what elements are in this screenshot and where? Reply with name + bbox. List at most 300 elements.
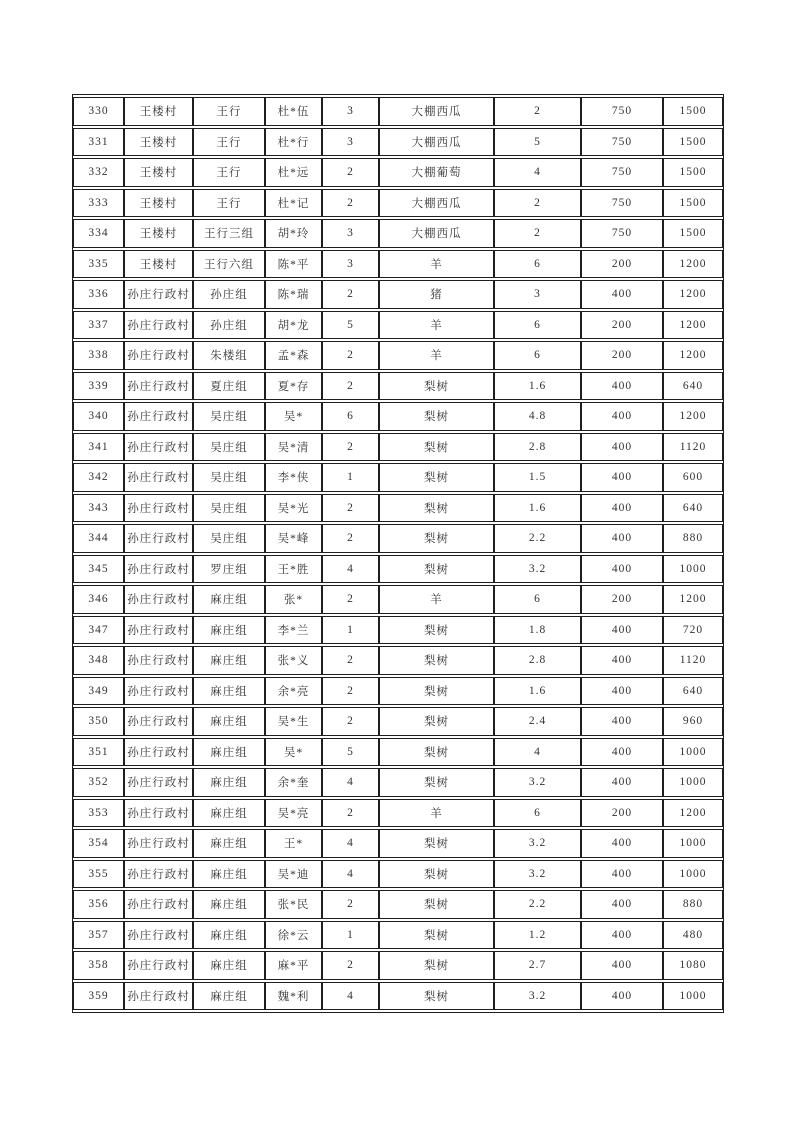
cell-unit-price: 400 (581, 463, 663, 492)
cell-group: 吴庄组 (193, 524, 265, 553)
cell-project: 梨树 (379, 890, 494, 919)
cell-village: 孙庄行政村 (124, 555, 193, 584)
cell-village: 孙庄行政村 (124, 433, 193, 462)
cell-village: 孙庄行政村 (124, 616, 193, 645)
cell-serial-no: 353 (73, 799, 124, 828)
table-row (73, 311, 723, 340)
cell-name: 王*胜 (265, 555, 322, 584)
cell-project: 羊 (379, 250, 494, 279)
cell-serial-no: 335 (73, 250, 124, 279)
cell-serial-no: 340 (73, 402, 124, 431)
cell-serial-no: 333 (73, 189, 124, 218)
cell-quantity: 2.4 (494, 707, 581, 736)
cell-group: 麻庄组 (193, 890, 265, 919)
subsidy-table (72, 94, 724, 1013)
cell-serial-no: 338 (73, 341, 124, 370)
cell-group: 麻庄组 (193, 921, 265, 950)
cell-village: 孙庄行政村 (124, 860, 193, 889)
cell-household-size: 2 (322, 189, 379, 218)
cell-village: 孙庄行政村 (124, 585, 193, 614)
table-row (73, 97, 723, 126)
cell-name: 杜*行 (265, 128, 322, 157)
cell-project: 梨树 (379, 524, 494, 553)
cell-group: 吴庄组 (193, 463, 265, 492)
cell-group: 麻庄组 (193, 585, 265, 614)
table-row (73, 677, 723, 706)
cell-unit-price: 200 (581, 250, 663, 279)
table-row (73, 250, 723, 279)
cell-name: 徐*云 (265, 921, 322, 950)
cell-serial-no: 334 (73, 219, 124, 248)
cell-village: 孙庄行政村 (124, 494, 193, 523)
cell-serial-no: 355 (73, 860, 124, 889)
cell-group: 麻庄组 (193, 738, 265, 767)
cell-name: 吴*生 (265, 707, 322, 736)
cell-quantity: 2.2 (494, 890, 581, 919)
cell-name: 张*民 (265, 890, 322, 919)
cell-project: 梨树 (379, 707, 494, 736)
table-row (73, 463, 723, 492)
cell-quantity: 4.8 (494, 402, 581, 431)
cell-name: 孟*森 (265, 341, 322, 370)
cell-serial-no: 336 (73, 280, 124, 309)
table-row (73, 646, 723, 675)
cell-unit-price: 400 (581, 738, 663, 767)
table-body (73, 97, 723, 1010)
cell-group: 麻庄组 (193, 768, 265, 797)
cell-group: 孙庄组 (193, 311, 265, 340)
cell-village: 孙庄行政村 (124, 524, 193, 553)
cell-serial-no: 354 (73, 829, 124, 858)
cell-amount: 600 (663, 463, 723, 492)
cell-household-size: 3 (322, 250, 379, 279)
cell-name: 陈*瑞 (265, 280, 322, 309)
cell-group: 麻庄组 (193, 646, 265, 675)
cell-name: 吴*峰 (265, 524, 322, 553)
cell-name: 陈*平 (265, 250, 322, 279)
table-row (73, 890, 723, 919)
cell-village: 孙庄行政村 (124, 738, 193, 767)
cell-project: 羊 (379, 311, 494, 340)
cell-village: 孙庄行政村 (124, 402, 193, 431)
cell-quantity: 4 (494, 738, 581, 767)
cell-serial-no: 352 (73, 768, 124, 797)
cell-village: 孙庄行政村 (124, 982, 193, 1011)
cell-project: 梨树 (379, 646, 494, 675)
cell-serial-no: 342 (73, 463, 124, 492)
cell-village: 孙庄行政村 (124, 311, 193, 340)
cell-quantity: 6 (494, 341, 581, 370)
table-row (73, 555, 723, 584)
cell-project: 大棚西瓜 (379, 219, 494, 248)
cell-quantity: 6 (494, 585, 581, 614)
table-row (73, 158, 723, 187)
cell-unit-price: 750 (581, 158, 663, 187)
cell-quantity: 2.8 (494, 646, 581, 675)
cell-household-size: 1 (322, 616, 379, 645)
cell-project: 梨树 (379, 463, 494, 492)
cell-unit-price: 200 (581, 799, 663, 828)
cell-serial-no: 346 (73, 585, 124, 614)
cell-amount: 880 (663, 524, 723, 553)
table-row (73, 280, 723, 309)
cell-quantity: 2.8 (494, 433, 581, 462)
cell-quantity: 2 (494, 97, 581, 126)
cell-unit-price: 400 (581, 616, 663, 645)
cell-project: 梨树 (379, 402, 494, 431)
cell-village: 孙庄行政村 (124, 829, 193, 858)
table-row (73, 219, 723, 248)
cell-amount: 1200 (663, 250, 723, 279)
cell-quantity: 3 (494, 280, 581, 309)
cell-village: 孙庄行政村 (124, 280, 193, 309)
cell-unit-price: 400 (581, 280, 663, 309)
cell-village: 王楼村 (124, 158, 193, 187)
cell-name: 夏*存 (265, 372, 322, 401)
cell-name: 杜*远 (265, 158, 322, 187)
cell-household-size: 4 (322, 982, 379, 1011)
cell-project: 梨树 (379, 738, 494, 767)
table-row (73, 921, 723, 950)
cell-name: 余*亮 (265, 677, 322, 706)
cell-household-size: 3 (322, 128, 379, 157)
cell-household-size: 4 (322, 829, 379, 858)
cell-household-size: 2 (322, 707, 379, 736)
cell-amount: 1200 (663, 402, 723, 431)
cell-unit-price: 400 (581, 494, 663, 523)
cell-group: 王行 (193, 97, 265, 126)
cell-group: 麻庄组 (193, 951, 265, 980)
cell-village: 孙庄行政村 (124, 677, 193, 706)
cell-amount: 1000 (663, 555, 723, 584)
cell-group: 王行 (193, 158, 265, 187)
cell-project: 梨树 (379, 677, 494, 706)
cell-name: 吴*光 (265, 494, 322, 523)
cell-name: 李*侠 (265, 463, 322, 492)
cell-quantity: 2 (494, 219, 581, 248)
cell-quantity: 2 (494, 189, 581, 218)
cell-name: 胡*龙 (265, 311, 322, 340)
cell-unit-price: 750 (581, 128, 663, 157)
cell-village: 王楼村 (124, 128, 193, 157)
cell-unit-price: 200 (581, 585, 663, 614)
cell-unit-price: 400 (581, 402, 663, 431)
cell-unit-price: 200 (581, 341, 663, 370)
cell-name: 李*兰 (265, 616, 322, 645)
cell-serial-no: 341 (73, 433, 124, 462)
cell-project: 大棚西瓜 (379, 97, 494, 126)
cell-village: 王楼村 (124, 97, 193, 126)
cell-household-size: 3 (322, 219, 379, 248)
cell-amount: 1200 (663, 799, 723, 828)
cell-quantity: 3.2 (494, 768, 581, 797)
table-row (73, 341, 723, 370)
cell-serial-no: 357 (73, 921, 124, 950)
cell-serial-no: 337 (73, 311, 124, 340)
cell-name: 吴* (265, 402, 322, 431)
cell-household-size: 2 (322, 524, 379, 553)
cell-group: 麻庄组 (193, 707, 265, 736)
cell-project: 梨树 (379, 433, 494, 462)
cell-village: 王楼村 (124, 250, 193, 279)
cell-village: 孙庄行政村 (124, 921, 193, 950)
cell-name: 胡*玲 (265, 219, 322, 248)
table-row (73, 128, 723, 157)
cell-serial-no: 359 (73, 982, 124, 1011)
cell-amount: 880 (663, 890, 723, 919)
cell-amount: 1200 (663, 280, 723, 309)
table-row (73, 616, 723, 645)
cell-serial-no: 356 (73, 890, 124, 919)
cell-name: 杜*记 (265, 189, 322, 218)
cell-group: 王行三组 (193, 219, 265, 248)
cell-project: 梨树 (379, 768, 494, 797)
cell-village: 孙庄行政村 (124, 799, 193, 828)
cell-household-size: 2 (322, 280, 379, 309)
cell-serial-no: 358 (73, 951, 124, 980)
table-row (73, 585, 723, 614)
table-row (73, 372, 723, 401)
cell-project: 梨树 (379, 555, 494, 584)
cell-group: 吴庄组 (193, 494, 265, 523)
cell-project: 梨树 (379, 372, 494, 401)
cell-quantity: 3.2 (494, 860, 581, 889)
cell-amount: 1500 (663, 189, 723, 218)
cell-household-size: 1 (322, 463, 379, 492)
cell-unit-price: 400 (581, 768, 663, 797)
cell-group: 吴庄组 (193, 433, 265, 462)
cell-amount: 1500 (663, 219, 723, 248)
cell-village: 孙庄行政村 (124, 707, 193, 736)
cell-amount: 1000 (663, 768, 723, 797)
cell-project: 羊 (379, 799, 494, 828)
table-row (73, 951, 723, 980)
cell-amount: 1000 (663, 860, 723, 889)
cell-village: 孙庄行政村 (124, 341, 193, 370)
cell-project: 梨树 (379, 982, 494, 1011)
cell-quantity: 2.7 (494, 951, 581, 980)
cell-quantity: 3.2 (494, 555, 581, 584)
cell-unit-price: 400 (581, 829, 663, 858)
cell-project: 大棚葡萄 (379, 158, 494, 187)
cell-amount: 1500 (663, 128, 723, 157)
cell-unit-price: 750 (581, 189, 663, 218)
cell-household-size: 2 (322, 494, 379, 523)
cell-group: 麻庄组 (193, 677, 265, 706)
cell-project: 大棚西瓜 (379, 128, 494, 157)
cell-project: 羊 (379, 585, 494, 614)
cell-village: 孙庄行政村 (124, 646, 193, 675)
cell-quantity: 1.6 (494, 494, 581, 523)
cell-unit-price: 400 (581, 677, 663, 706)
cell-household-size: 2 (322, 799, 379, 828)
cell-amount: 1000 (663, 829, 723, 858)
cell-amount: 1000 (663, 738, 723, 767)
cell-group: 朱楼组 (193, 341, 265, 370)
cell-project: 梨树 (379, 860, 494, 889)
cell-group: 麻庄组 (193, 829, 265, 858)
table-row (73, 829, 723, 858)
cell-serial-no: 344 (73, 524, 124, 553)
cell-village: 孙庄行政村 (124, 372, 193, 401)
cell-project: 大棚西瓜 (379, 189, 494, 218)
cell-amount: 1200 (663, 341, 723, 370)
cell-name: 张*义 (265, 646, 322, 675)
cell-quantity: 3.2 (494, 982, 581, 1011)
cell-project: 梨树 (379, 829, 494, 858)
cell-project: 梨树 (379, 494, 494, 523)
cell-quantity: 6 (494, 311, 581, 340)
table-row (73, 402, 723, 431)
cell-serial-no: 351 (73, 738, 124, 767)
cell-household-size: 2 (322, 646, 379, 675)
cell-unit-price: 400 (581, 555, 663, 584)
table-row (73, 799, 723, 828)
cell-unit-price: 400 (581, 860, 663, 889)
cell-amount: 1500 (663, 158, 723, 187)
cell-village: 孙庄行政村 (124, 768, 193, 797)
cell-name: 吴*迪 (265, 860, 322, 889)
cell-quantity: 2.2 (494, 524, 581, 553)
cell-village: 王楼村 (124, 219, 193, 248)
cell-amount: 640 (663, 372, 723, 401)
cell-village: 孙庄行政村 (124, 463, 193, 492)
cell-household-size: 2 (322, 372, 379, 401)
cell-group: 王行 (193, 128, 265, 157)
cell-group: 夏庄组 (193, 372, 265, 401)
table-row (73, 189, 723, 218)
cell-quantity: 4 (494, 158, 581, 187)
table-row (73, 433, 723, 462)
cell-amount: 1120 (663, 646, 723, 675)
table-row (73, 707, 723, 736)
cell-household-size: 1 (322, 921, 379, 950)
cell-project: 羊 (379, 341, 494, 370)
cell-household-size: 2 (322, 951, 379, 980)
cell-name: 王* (265, 829, 322, 858)
cell-group: 王行六组 (193, 250, 265, 279)
cell-group: 麻庄组 (193, 860, 265, 889)
cell-name: 吴*亮 (265, 799, 322, 828)
cell-unit-price: 400 (581, 982, 663, 1011)
cell-name: 吴* (265, 738, 322, 767)
table-row (73, 768, 723, 797)
cell-village: 王楼村 (124, 189, 193, 218)
cell-quantity: 1.8 (494, 616, 581, 645)
cell-quantity: 1.2 (494, 921, 581, 950)
cell-group: 麻庄组 (193, 799, 265, 828)
cell-unit-price: 750 (581, 97, 663, 126)
cell-name: 麻*平 (265, 951, 322, 980)
cell-quantity: 1.5 (494, 463, 581, 492)
cell-project: 梨树 (379, 616, 494, 645)
cell-household-size: 6 (322, 402, 379, 431)
cell-name: 吴*清 (265, 433, 322, 462)
cell-amount: 480 (663, 921, 723, 950)
cell-quantity: 5 (494, 128, 581, 157)
cell-serial-no: 332 (73, 158, 124, 187)
cell-amount: 1080 (663, 951, 723, 980)
cell-unit-price: 400 (581, 890, 663, 919)
cell-serial-no: 349 (73, 677, 124, 706)
cell-project: 梨树 (379, 951, 494, 980)
cell-name: 余*奎 (265, 768, 322, 797)
cell-household-size: 2 (322, 585, 379, 614)
cell-name: 杜*伍 (265, 97, 322, 126)
table-row (73, 860, 723, 889)
cell-household-size: 5 (322, 311, 379, 340)
cell-village: 孙庄行政村 (124, 951, 193, 980)
cell-group: 王行 (193, 189, 265, 218)
cell-project: 猪 (379, 280, 494, 309)
cell-serial-no: 343 (73, 494, 124, 523)
table-row (73, 982, 723, 1011)
cell-unit-price: 400 (581, 921, 663, 950)
cell-household-size: 4 (322, 555, 379, 584)
cell-serial-no: 350 (73, 707, 124, 736)
cell-household-size: 4 (322, 860, 379, 889)
cell-serial-no: 339 (73, 372, 124, 401)
cell-amount: 960 (663, 707, 723, 736)
cell-household-size: 2 (322, 890, 379, 919)
cell-quantity: 1.6 (494, 372, 581, 401)
cell-unit-price: 400 (581, 646, 663, 675)
cell-amount: 640 (663, 494, 723, 523)
cell-unit-price: 750 (581, 219, 663, 248)
cell-quantity: 6 (494, 250, 581, 279)
cell-household-size: 5 (322, 738, 379, 767)
cell-quantity: 1.6 (494, 677, 581, 706)
cell-household-size: 2 (322, 433, 379, 462)
cell-name: 魏*利 (265, 982, 322, 1011)
cell-amount: 720 (663, 616, 723, 645)
cell-unit-price: 400 (581, 372, 663, 401)
cell-amount: 1200 (663, 585, 723, 614)
cell-unit-price: 400 (581, 951, 663, 980)
cell-project: 梨树 (379, 921, 494, 950)
cell-quantity: 6 (494, 799, 581, 828)
cell-amount: 640 (663, 677, 723, 706)
cell-serial-no: 347 (73, 616, 124, 645)
cell-unit-price: 400 (581, 524, 663, 553)
cell-unit-price: 200 (581, 311, 663, 340)
table-row (73, 494, 723, 523)
cell-amount: 1200 (663, 311, 723, 340)
cell-group: 吴庄组 (193, 402, 265, 431)
cell-unit-price: 400 (581, 707, 663, 736)
cell-household-size: 2 (322, 341, 379, 370)
cell-village: 孙庄行政村 (124, 890, 193, 919)
cell-household-size: 2 (322, 677, 379, 706)
cell-unit-price: 400 (581, 433, 663, 462)
cell-serial-no: 348 (73, 646, 124, 675)
cell-group: 麻庄组 (193, 616, 265, 645)
cell-serial-no: 331 (73, 128, 124, 157)
cell-amount: 1120 (663, 433, 723, 462)
cell-household-size: 4 (322, 768, 379, 797)
table-row (73, 524, 723, 553)
cell-group: 孙庄组 (193, 280, 265, 309)
cell-amount: 1000 (663, 982, 723, 1011)
cell-household-size: 2 (322, 158, 379, 187)
table-row (73, 738, 723, 767)
cell-amount: 1500 (663, 97, 723, 126)
cell-serial-no: 345 (73, 555, 124, 584)
cell-group: 罗庄组 (193, 555, 265, 584)
cell-serial-no: 330 (73, 97, 124, 126)
cell-group: 麻庄组 (193, 982, 265, 1011)
cell-quantity: 3.2 (494, 829, 581, 858)
